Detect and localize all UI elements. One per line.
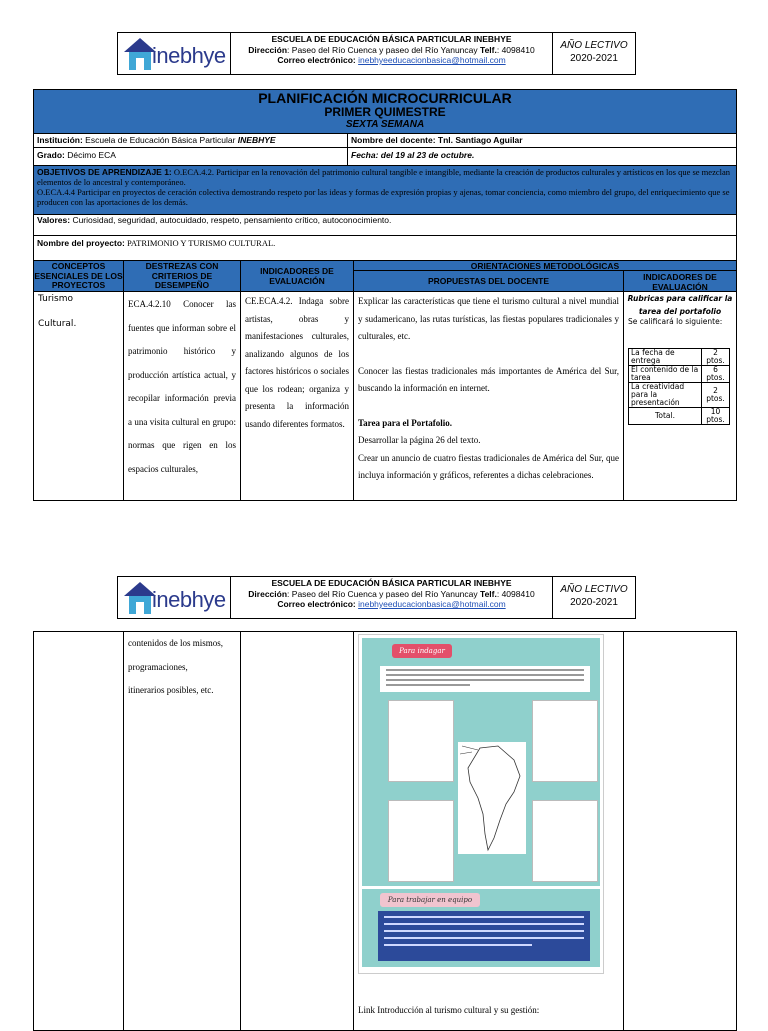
rubric-title: Rubricas para calificar la tarea del portafolio (627, 294, 733, 316)
logo-text: inebhye (152, 587, 226, 612)
banner-indagar: Para indagar (392, 644, 452, 658)
school-logo (118, 577, 231, 618)
school-logo (118, 33, 231, 74)
blank-box (532, 800, 598, 882)
team-instructions (378, 911, 590, 961)
rubric-table (628, 348, 730, 425)
eval-indicators-cell (623, 291, 737, 501)
values-cell: Valores: Curiosidad, seguridad, autocuidado, respeto, pensamiento crítico, autoconocimiento. (33, 214, 737, 236)
school-name: ESCUELA DE EDUCACIÓN BÁSICA PARTICULAR INEBHYE (271, 578, 512, 588)
skills-cell: ECA.4.2.10 Conocer las fuentes que informan sobre el patrimonio histórico y producción artística actual, y recopilar información previa a una visita cultural en grupo: normas que rigen en los espacios culturales, (123, 291, 241, 501)
table-row: Total. 10 ptos. (629, 408, 730, 425)
eval-indicators-cell-2 (623, 631, 737, 1031)
blank-box (388, 700, 454, 782)
south-america-map-icon (458, 742, 526, 854)
email-line: Correo electrónico: inebhyeeducacionbasica@hotmail.com (277, 599, 506, 609)
indicators-cell-2 (240, 631, 354, 1031)
plan-subtitle: PRIMER QUIMESTRE (324, 105, 446, 119)
plan-title: PLANIFICACIÓN MICROCURRICULAR (258, 90, 512, 106)
plan-title-block (33, 89, 737, 134)
school-name: ESCUELA DE EDUCACIÓN BÁSICA PARTICULAR INEBHYE (271, 34, 512, 44)
concepts-cell-2 (33, 631, 124, 1031)
skills-cell-2: contenidos de los mismos, programaciones, itinerarios posibles, etc. (123, 631, 241, 1031)
address-line: Dirección: Paseo del Río Cuenca y paseo del Río Yanuncay Telf.: 4098410 (248, 44, 535, 55)
objectives-cell: OBJETIVOS DE APRENDIZAJE 1: O.ECA.4.2. Participar en la renovación del patrimonio cultural tangible e intangible, mediante la creación de productos culturales y artísticos en los que se mezclan elementos de lo ancestral y contemporáneo. O.ECA.4.4 Participar en proyectos de ceración colectiva demostrando respeto por las ideas y formas de expresión propias y ajenas, tomar conciencia, como miembro del grupo, del enriquecimiento que se producen con las aportaciones de los demás. (33, 165, 737, 215)
col-indicators: INDICADORES DE EVALUACIÓN (240, 260, 354, 292)
table-row: La fecha de entrega 2 ptos. (629, 349, 730, 366)
teacher-cell: Nombre del docente: Tnl. Santiago Aguilar (347, 133, 737, 148)
team-panel (362, 889, 600, 967)
banner-equipo: Para trabajar en equipo (380, 893, 480, 907)
email-line: Correo electrónico: inebhyeeducacionbasica@hotmail.com (277, 55, 506, 65)
link-text[interactable]: Link Introducción al turismo cultural y su gestión: (358, 1005, 540, 1015)
blank-box (388, 800, 454, 882)
page-header-2 (117, 576, 636, 619)
col-proposals: PROPUESTAS DEL DOCENTE (353, 270, 624, 292)
plan-week: SEXTA SEMANA (345, 119, 425, 130)
proposals-cell-2 (353, 631, 624, 1031)
rubric-intro: Se calificará lo siguiente: (628, 317, 723, 326)
activity-text (380, 666, 590, 692)
blank-box (532, 700, 598, 782)
indicators-cell: CE.ECA.4.2. Indaga sobre artistas, obras y manifestaciones culturales, analizando algunos de los factores históricos o sociales que los rodean; organiza y presenta la información usando diferentes formatos. (240, 291, 354, 501)
col-skills: DESTREZAS CON CRITERIOS DE DESEMPEÑO (123, 260, 241, 292)
grade-cell: Grado: Décimo ECA (33, 147, 348, 166)
page-header (117, 32, 636, 75)
logo-text: inebhye (152, 43, 226, 68)
school-year: AÑO LECTIVO 2020-2021 (560, 40, 628, 64)
email-link[interactable]: inebhyeeducacionbasica@hotmail.com (358, 55, 506, 65)
project-cell: Nombre del proyecto: PATRIMONIO Y TURISMO CULTURAL. (33, 235, 737, 261)
activity-panel (362, 638, 600, 886)
date-cell: Fecha: del 19 al 23 de octubre. (347, 147, 737, 166)
proposals-cell: Explicar las características que tiene el turismo cultural a nivel mundial y sudamericano, las rutas turísticas, las fiestas populares tradicionales y culturales, etc. Conocer las fiestas tradicionales más importantes de América del Sur, buscando la información en internet. Tarea para el Portafolio. Desarrollar la página 26 del texto. Crear un anuncio de cuatro fiestas tradicionales de América del Sur, que incluya información y gráficos, referentes a dichas celebraciones. (353, 291, 624, 501)
header-info (231, 33, 553, 74)
col-orientations: ORIENTACIONES METODOLÓGICAS (353, 260, 737, 271)
address-line: Dirección: Paseo del Río Cuenca y paseo del Río Yanuncay Telf.: 4098410 (248, 588, 535, 599)
institution-cell: Institución: Escuela de Educación Básica Particular INEBHYE (33, 133, 348, 148)
header-info (231, 577, 553, 618)
textbook-page-image (358, 634, 604, 974)
table-row: El contenido de la tarea 6 ptos. (629, 366, 730, 383)
col-eval-indicators: INDICADORES DE EVALUACIÓN (623, 270, 737, 292)
concepts-cell: Turismo Cultural. (33, 291, 124, 501)
col-concepts: CONCEPTOS ESENCIALES DE LOS PROYECTOS (34, 261, 123, 290)
email-link[interactable]: inebhyeeducacionbasica@hotmail.com (358, 599, 506, 609)
table-row: La creatividad para la presentación 2 ptos. (629, 383, 730, 408)
school-year: AÑO LECTIVO 2020-2021 (560, 584, 628, 608)
